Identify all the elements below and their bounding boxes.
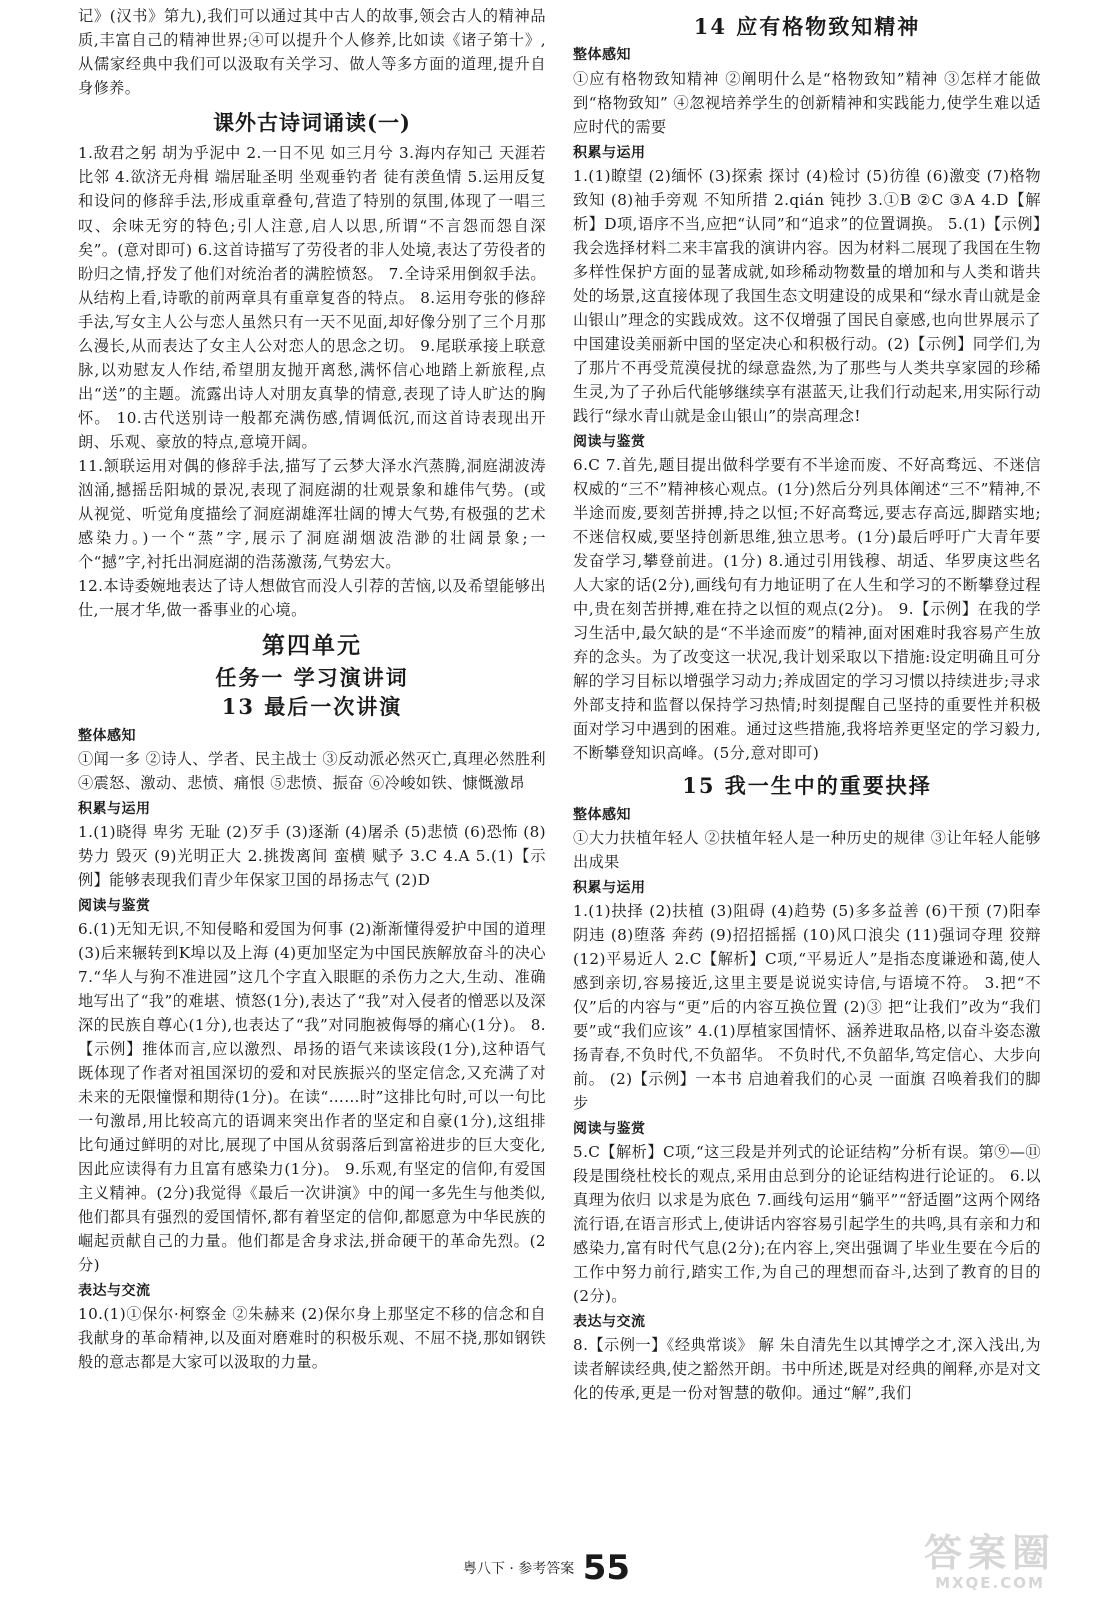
section-label: 整体感知 <box>573 806 631 823</box>
lesson-14-overview: ①应有格物致知精神 ②阐明什么是“格物致知”精神 ③怎样才能做到“格物致知” ④忽视培养学生的创新精神和实践能力,使学生难以适应时代的需要 <box>573 69 1041 136</box>
section-label: 阅读与鉴赏 <box>573 1120 646 1137</box>
poetry-answer-11: 11.颔联运用对偶的修辞手法,描写了云梦大泽水汽蒸腾,洞庭湖波涛汹涌,撼摇岳阳城的景况,表现了洞庭湖的壮观景象和雄伟气势。(或从视觉、听觉角度描绘了洞庭湖雄浑壮阔的博大气势,有极强的艺术感染力。)一个“蒸”字,展示了洞庭湖烟波浩渺的壮阔景象;一个“撼”字,衬托出洞庭湖的浩荡激荡,气势宏大。 <box>78 456 546 571</box>
lesson-15-expression: 8.【示例一】《经典常谈》 解 朱自清先生以其博学之才,深入浅出,为读者解读经典,使之豁然开朗。书中所述,既是对经典的阐释,亦是对文化的传承,更是一份对智慧的敬仰。通过“解”,我们 <box>573 1336 1041 1403</box>
page-number: 55 <box>582 1548 631 1588</box>
lesson-15-title: 15 我一生中的重要抉择 <box>682 773 932 799</box>
footer-label: 粤八下 · 参考答案 <box>462 1561 575 1577</box>
task-title: 任务一 学习演讲词 <box>215 664 409 690</box>
watermark-logo <box>906 1532 1074 1594</box>
lesson-14-reading: 6.C 7.首先,题目提出做科学要有不半途而废、不好高骛远、不迷信权威的“三不”精神核心观点。(1分)然后分列具体阐述“三不”精神,不半途而废,要刻苦拼搏,持之以恒;不好高骛远,要志存高远,脚踏实地;不迷信权威,要坚持创新思维,独立思考。(1分)最后呼吁广大青年要发奋学习,攀登前进。(1分) 8.通过引用钱穆、胡适、华罗庚这些名人大家的话(2分),画线句有力地证明了在人生和学习的不断攀登过程中,贵在刻苦拼搏,难在持之以恒的观点(2分)。 9.【示例】在我的学习生活中,最欠缺的是“不半途而废”的精神,面对困难时我容易产生放弃的念头。为了改变这一状况,我计划采取以下措施:设定明确且可分解的学习目标以增强学习动力;养成固定的学习习惯以持续进步;寻求外部支持和监督以保持学习热情;时刻提醒自己坚持的重要性并积极面对学习中遇到的困难。通过这些措施,我将培养更坚定的学习毅力,不断攀登知识高峰。(5分,意对即可) <box>573 455 1041 763</box>
lesson-15-accumulation: 1.(1)抉择 (2)扶植 (3)阻碍 (4)趋势 (5)多多益善 (6)干预 (7)阳奉阴违 (8)堕落 奔药 (9)招招摇摇 (10)风口浪尖 (11)强词夺理 狡辩 (12)平易近人 2.C【解析】C项,“平易近人”是指态度谦逊和蔼,使人感到亲切,容易接近,这里主要是说说实诗信,与语境不符。 3.把“不仅”后的内容与“更”后的内容互换位置 (2)③ 把“让我们”改为“我们要”或“我们应该” 4.(1)厚植家国情怀、涵养进取品格,以奋斗姿态激扬青春,不负时代,不负韶华。 不负时代,不负韶华,笃定信心、大步向前。 (2)【示例】一本书 启迪着我们的心灵 一面旗 召唤着我们的脚步 <box>573 901 1041 1112</box>
lesson-13-accumulation: 1.(1)晓得 卑劣 无耻 (2)歹手 (3)逐渐 (4)屠杀 (5)悲愤 (6)恐怖 (8)势力 毁灭 (9)光明正大 2.挑拨离间 蛮横 赋予 3.C 4.A 5.(1)【示例】能够表现我们青少年保家卫国的昂扬志气 (2)D <box>78 822 546 889</box>
section-label: 积累与运用 <box>573 879 646 896</box>
watermark-text: 答案圈 <box>923 1531 1056 1575</box>
lesson-13-title: 13 最后一次讲演 <box>221 694 403 720</box>
unit-title: 第四单元 <box>262 631 362 659</box>
section-label: 整体感知 <box>78 727 136 744</box>
section-label: 表达与交流 <box>78 1283 151 1300</box>
section-label: 阅读与鉴赏 <box>573 433 646 450</box>
lesson-15-reading: 5.C【解析】C项,“这三段是并列式的论证结构”分析有误。第⑨—⑪段是围绕杜校长的观点,采用由总到分的论证结构进行论证的。 6.以真理为依归 以求是为底色 7.画线句运用“躺平”“舒适圈”这两个网络流行语,在语言形式上,使讲话内容容易引起学生的共鸣,具有亲和力和感染力,富有时代气息(2分);在内容上,突出强调了毕业生要在今后的工作中努力前行,踏实工作,为自己的理想而奋斗,达到了教育的目的(2分)。 <box>573 1143 1041 1306</box>
watermark-url: MXQE.COM <box>935 1574 1045 1592</box>
lesson-14-accumulation: 1.(1)瞭望 (2)缅怀 (3)探索 探讨 (4)检讨 (5)彷徨 (6)激变 (7)格物致知 (8)袖手旁观 不知所措 2.qián 钝抄 3.①B ②C ③A 4.D【解析】D项,语序不当,应把“认同”和“追求”的位置调换。 5.(1)【示例】我会选择材料二来丰富我的演讲内容。因为材料二展现了我国在生物多样性保护方面的显著成就,如珍稀动物数量的增加和与人类和谐共处的场景,这直接体现了我国生态文明建设的成果和“绿水青山就是金山银山”理念的实践成效。这不仅增强了国民自豪感,也向世界展示了中国建设美丽新中国的坚定决心和积极行动。(2)【示例】同学们,为了那片不再受荒漠侵扰的绿意盎然,为了那些与人类共享家园的珍稀生灵,为了子孙后代能够继续享有湛蓝天,让我们行动起来,用实际行动践行“绿水青山就是金山银山”的崇高理念! <box>573 166 1041 425</box>
section-label: 阅读与鉴赏 <box>78 897 151 914</box>
lesson-13-overview: ①闻一多 ②诗人、学者、民主战士 ③反动派必然灭亡,真理必然胜利 ④震怒、激动、悲愤、痛恨 ⑤悲愤、振奋 ⑥冷峻如铁、慷慨激昂 <box>78 749 546 792</box>
right-column <box>573 4 1041 1405</box>
lesson-13-reading: 6.(1)无知无识,不知侵略和爱国为何事 (2)渐渐懂得爱护中国的道理 (3)后来辗转到K埠以及上海 (4)更加坚定为中国民族解放奋斗的决心 7.“华人与狗不准进园”这几个字直入眼眶的杀伤力之大,生动、准确地写出了“我”的难堪、愤怒(1分),表达了“我”对入侵者的憎恶以及深深的民族自尊心(1分),也表达了“我”对同胞被侮辱的痛心(1分)。 8.【示例】推体而言,应以激烈、昂扬的语气来读该段(1分),这种语气既体现了作者对祖国深切的爱和对民族振兴的坚定信念,又充满了对未来的无限憧憬和期待(1分)。在读“……时”这排比句时,可以一句比一句激昂,用比较高亢的语调来突出作者的坚定和自豪(1分),这组排比句通过鲜明的对比,展现了中国从贫弱落后到富裕进步的巨大变化,因此应读得有力且富有感染力(1分)。 9.乐观,有坚定的信仰,有爱国主义精神。(2分)我觉得《最后一次讲演》中的闻一多先生与他类似,他们都具有强烈的爱国情怀,都有着坚定的信仰,都愿意为中华民族的崛起贡献自己的力量。他们都是舍身求法,拼命硬干的革命先烈。(2分) <box>78 920 546 1275</box>
poetry-answer-1-10: 1.敌君之躬 胡为乎泥中 2.一日不见 如三月兮 3.海内存知己 天涯若比邻 4.欲济无舟楫 端居耻圣明 坐观垂钓者 徒有羡鱼情 5.运用反复和设问的修辞手法,形成重章叠句,营造了特别的氛围,体现了一唱三叹、余味无穷的特色;引人注意,启人以思,所谓“不言怨而怨自深矣”。(意对即可) 6.这首诗描写了劳役者的非人处境,表达了劳役者的盼归之情,抒发了他们对统治者的满腔愤怒。 7.全诗采用倒叙手法。从结构上看,诗歌的前两章具有重章复沓的特点。 8.运用夸张的修辞手法,写女主人公与恋人虽然只有一天不见面,却好像分别了三个月那么漫长,从而表达了女主人公对恋人的思念之切。 9.尾联承接上联意脉,以劝慰友人作结,希望朋友抛开离愁,满怀信心地踏上新旅程,点出“送”的主题。流露出诗人对朋友真挚的情意,表现了诗人旷达的胸怀。 10.古代送别诗一般都充满伤感,情调低沉,而这首诗表现出开朗、乐观、豪放的特点,意境开阔。 <box>78 144 546 451</box>
intro-paragraph: 记》(汉书》第九),我们可以通过其中古人的故事,领会古人的精神品质,丰富自己的精神世界;④可以提升个人修养,比如读《诸子第十》,从儒家经典中我们可以汲取有关学习、做人等多方面的道理,提升自身修养。 <box>78 7 546 98</box>
lesson-13-expression: 10.(1)①保尔·柯察金 ②朱赫来 (2)保尔身上那坚定不移的信念和自我献身的革命精神,以及面对磨难时的积极乐观、不屈不挠,那如钢铁般的意志都是大家可以汲取的力量。 <box>78 1305 546 1372</box>
section-label: 整体感知 <box>573 47 631 64</box>
poetry-answer-12: 12.本诗委婉地表达了诗人想做官而没人引荐的苦恼,以及希望能够出仕,一展才华,做一番事业的心境。 <box>78 576 546 619</box>
section-label: 积累与运用 <box>573 144 646 161</box>
poetry-section-title: 课外古诗词诵读(一) <box>213 110 411 136</box>
lesson-14-title: 14 应有格物致知精神 <box>693 14 921 39</box>
lesson-15-overview: ①大力扶植年轻人 ②扶植年轻人是一种历史的规律 ③让年轻人能够出成果 <box>573 828 1041 871</box>
left-column <box>78 4 546 1374</box>
section-label: 积累与运用 <box>78 800 151 817</box>
section-label: 表达与交流 <box>573 1314 646 1331</box>
